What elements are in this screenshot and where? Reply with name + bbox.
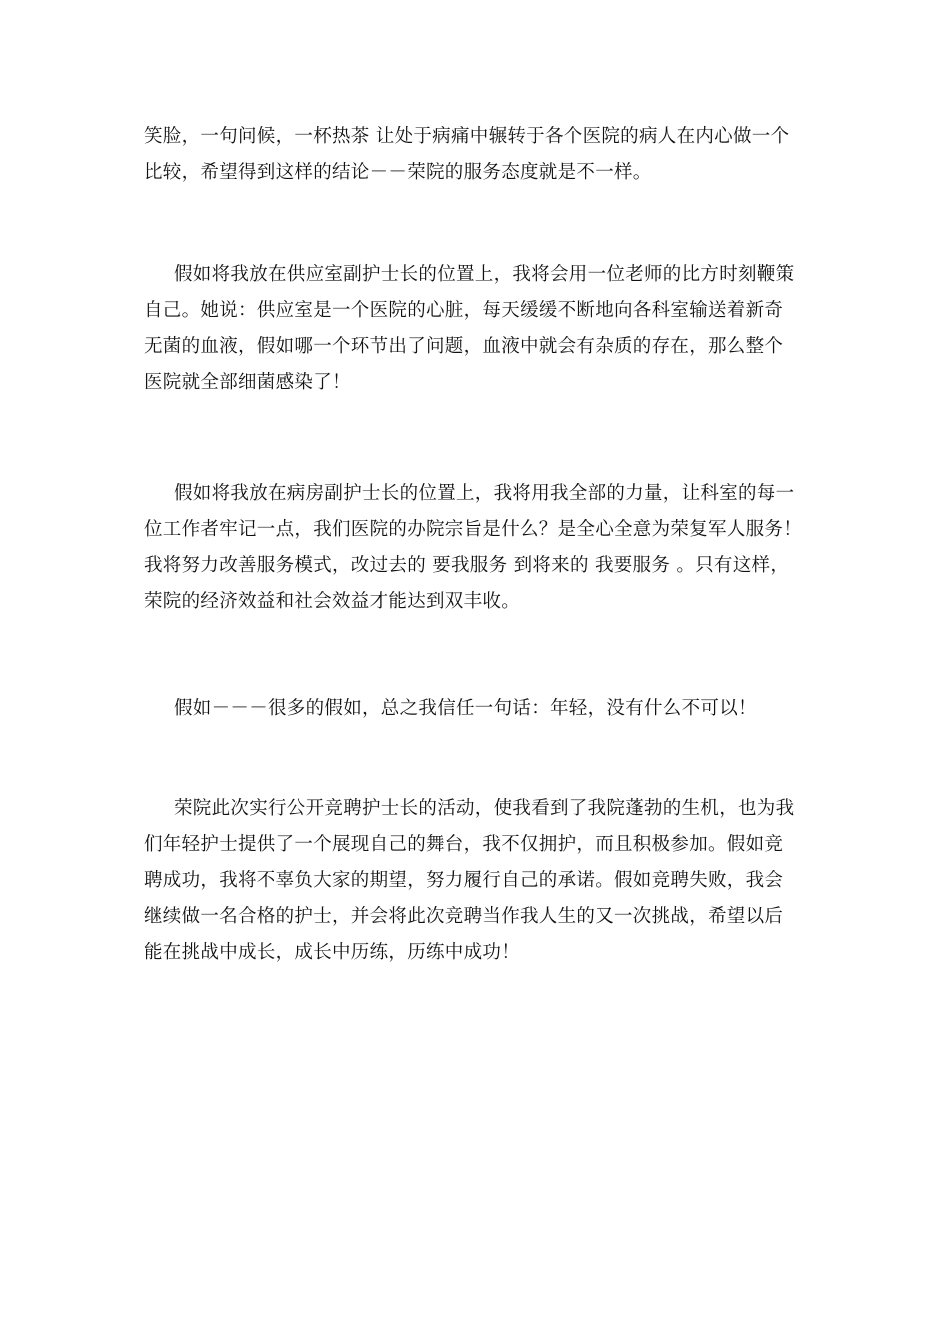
- text-line: 自己。她说：供应室是一个医院的心脏，每天缓缓不断地向各科室输送着新奇: [144, 300, 784, 321]
- text-line: 医院就全部细菌感染了！: [144, 372, 351, 393]
- text-line: 无菌的血液，假如哪一个环节出了问题，血液中就会有杂质的存在，那么整个: [144, 336, 784, 357]
- paragraph-1: [144, 119, 814, 191]
- text-line: 比较，希望得到这样的结论－－荣院的服务态度就是不一样。: [144, 162, 652, 183]
- text-line: 假如将我放在病房副护士长的位置上，我将用我全部的力量，让科室的每一: [174, 483, 795, 504]
- text-line: 荣院的经济效益和社会效益才能达到双丰收。: [144, 591, 521, 612]
- text-line: 们年轻护士提供了一个展现自己的舞台，我不仅拥护，而且积极参加。假如竞: [144, 834, 784, 855]
- text-line: 继续做一名合格的护士，并会将此次竞聘当作我人生的又一次挑战，希望以后: [144, 906, 784, 927]
- text-line: 我将努力改善服务模式，改过去的 要我服务 到将来的 我要服务 。只有这样，: [144, 555, 790, 576]
- text-line: 聘成功，我将不辜负大家的期望，努力履行自己的承诺。假如竞聘失败，我会: [144, 870, 784, 891]
- paragraph-4: [144, 691, 814, 727]
- text-line: 假如－－－很多的假如，总之我信任一句话：年轻，没有什么不可以！: [174, 698, 757, 719]
- text-line: 荣院此次实行公开竞聘护士长的活动，使我看到了我院蓬勃的生机，也为我: [174, 798, 795, 819]
- text-line: 能在挑战中成长，成长中历练，历练中成功！: [144, 942, 521, 963]
- paragraph-5: [144, 791, 814, 971]
- text-line: 笑脸，一句问候，一杯热茶 让处于病痛中辗转于各个医院的病人在内心做一个: [144, 126, 790, 147]
- paragraph-3: [144, 476, 814, 620]
- paragraph-2: [144, 257, 814, 401]
- text-line: 位工作者牢记一点，我们医院的办院宗旨是什么？是全心全意为荣复军人服务！: [144, 519, 803, 540]
- text-line: 假如将我放在供应室副护士长的位置上，我将会用一位老师的比方时刻鞭策: [174, 264, 795, 285]
